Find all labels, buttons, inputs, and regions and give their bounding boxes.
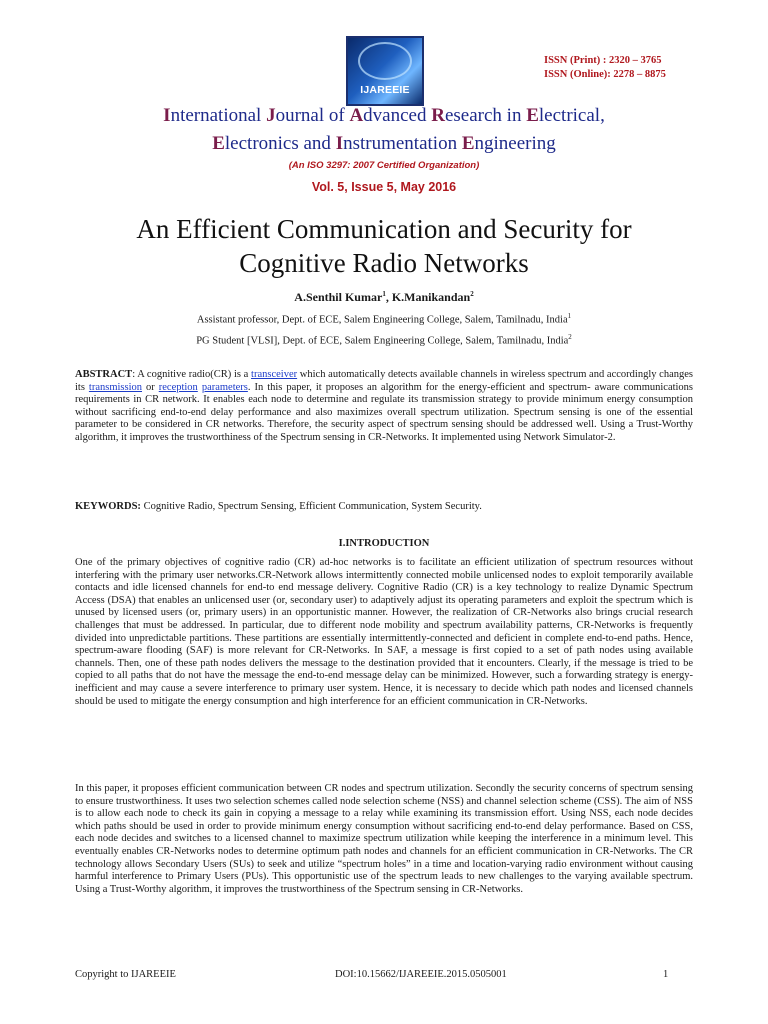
issn-online: ISSN (Online): 2278 – 8875: [544, 69, 666, 80]
introduction-paragraph-1: One of the primary objectives of cognitive radio (CR) ad-hoc networks is to facilitate an efficient utilization of spectrum resources without interfering with the primary user networks.CR-Network allows intermittently connected mobile unlicensed nodes to exploit temporarily available contacts and idle licensed channels for end-to end message delivery. Cognitive Radio (CR) is a key technology to realize Dynamic Spectrum Access (DSA) that enables an unlicensed user (or, secondary user) to adaptively adjust its operating parameters and exploit the spectrum which is unused by licensed users (or, primary users) in an opportunistic manner. However, the realization of CR-Networks also brings crucial research challenges that must be addressed. In particular, due to different node mobility and spectrum availability patterns, CR-Networks is frequently divided into unpredictable partitions. These partitions are essentially intermittently-connected and deficient in complete end-to-end paths. Hence, spectrum-aware flooding (SAF) is more relevant for CR-Networks. In SAF, a message is first copied to a set of path nodes using available channels. Then, one of these path nodes delivers the message to the destination provided that it encounters. Clearly, if the message is tried to be copied to all paths that do not have the message the end-to-end message delay can be minimized. However, such a forwarding strategy is energy-inefficient and may cause a severe interference to primary user system. Hence, it is necessary to decide which path nodes and licensed channels should be used to mitigate the energy consumption and high interference for an efficient communication in CR-Networks.: [75, 557, 693, 707]
page-number: 1: [663, 969, 669, 980]
link-reception[interactable]: reception: [158, 381, 198, 393]
link-transmission[interactable]: transmission: [88, 381, 143, 393]
iso-certification: (An ISO 3297: 2007 Certified Organization): [288, 160, 480, 171]
issn-block: [544, 54, 692, 82]
link-parameters[interactable]: parameters: [201, 381, 248, 393]
footer-doi: DOI:10.15662/IJAREEIE.2015.0505001: [335, 969, 507, 980]
journal-name-line1: International Journal of Advanced Research in Electrical,: [163, 105, 605, 126]
affiliation-1: Assistant professor, Dept. of ECE, Salem Engineering College, Salem, Tamilnadu, India$^1$: [196, 312, 572, 326]
journal-name-line2: Electronics and Instrumentation Engineering: [212, 133, 556, 154]
section-heading-introduction: I.INTRODUCTION: [338, 538, 430, 549]
issn-print: ISSN (Print) : 2320 – 3765: [544, 55, 662, 66]
keywords-label: KEYWORDS:: [75, 501, 141, 512]
paper-title: [40, 212, 728, 280]
paper-title-line1: An Efficient Communication and Security for: [136, 214, 632, 244]
link-transceiver[interactable]: transceiver: [251, 369, 298, 380]
journal-logo: [346, 36, 424, 106]
abstract-label: ABSTRACT: [75, 369, 133, 380]
affiliation-2: PG Student [VLSI], Dept. of ECE, Salem Engineering College, Salem, Tamilnadu, India$^2$: [196, 333, 572, 347]
author-separator: ,: [385, 290, 392, 304]
author-2: K.Manikandan: [391, 290, 471, 304]
author-1: A.Senthil Kumar: [294, 290, 383, 304]
authors: [0, 290, 768, 305]
keywords-text: Cognitive Radio, Spectrum Sensing, Efficient Communication, System Security.: [140, 501, 482, 512]
author-1-sup: 1: [382, 290, 386, 298]
paper-title-line2: Cognitive Radio Networks: [239, 248, 529, 278]
introduction-paragraph-2: In this paper, it proposes efficient communication between CR nodes and spectrum utilization. Secondly the security concerns of spectrum sensing to ensure trustworthiness. It uses two selection schemes called node selection scheme (NSS) and channel selection scheme (CSS). The aim of NSS is to allow each node to check its gain in copying a message to a relay while examining its transmission effort. Using NSS, each node decides which paths should be used in order to provide minimum energy consumption without sacrificing end-to-end delay performance. Based on CSS, each node decides and switches to a licensed channel to maximize spectrum utilization while keeping the interference in a minimum level. This eventually enables CR-Networks nodes to determine optimum path nodes and channels for an efficient communication in CR-Networks. The CR technology allows Secondary Users (SUs) to seek and utilize “spectrum holes” in a time and location-varying radio environment without causing harmful interference to Primary Users (PUs). This opportunistic use of the spectrum leads to new challenges to the varying available spectrum. Using a Trust-Worthy algorithm, it improves the trustworthiness of the Spectrum sensing in CR-Networks.: [75, 783, 693, 895]
logo-text: IJAREEIE: [360, 84, 410, 96]
logo-ring-graphic: [358, 42, 412, 80]
footer-copyright: Copyright to IJAREEIE: [75, 969, 176, 980]
abstract-paragraph: ABSTRACT: A cognitive radio(CR) is a transceiver which automatically detects available channels in wireless spectrum and accordingly changes its transmission or reception parameters. In this paper, it proposes an algorithm for the energy-efficient and spectrum- aware communications requirements in CR network. It enables each node to determine and regulate its transmission strategy to provide minimum energy consumption without sacrificing end-to-end delay performance and also maximizes overall spectrum utilization. Spectrum sensing is one of the essential parameter to be considered in CR networks. Therefore, the security aspect of spectrum sensing should be addressed well. Using a Trust-Worthy algorithm, it improves the trustworthiness of the Spectrum sensing in CR-Networks. It implemented using Network Simulator-2.: [75, 369, 694, 443]
author-2-sup: 2: [470, 290, 474, 298]
volume-issue: Vol. 5, Issue 5, May 2016: [311, 180, 457, 194]
keywords-paragraph: [75, 501, 693, 514]
